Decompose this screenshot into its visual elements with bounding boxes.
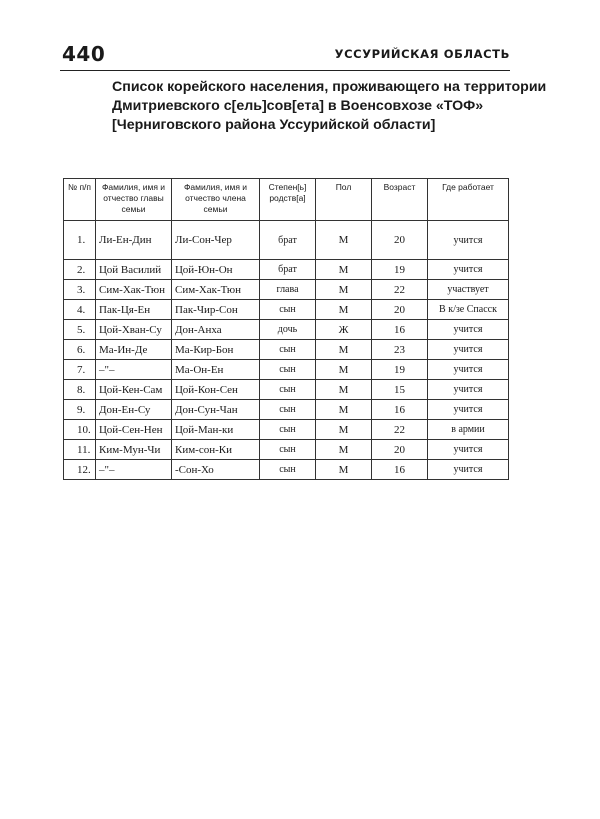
header-age: Возраст [372, 179, 428, 221]
cell-sex: М [316, 400, 372, 420]
cell-age: 16 [372, 400, 428, 420]
cell-relation: сын [260, 440, 316, 460]
cell-family-member: Цой-Юн-Он [172, 260, 260, 280]
cell-family-member: Ма-Кир-Бон [172, 340, 260, 360]
cell-sex: М [316, 280, 372, 300]
cell-head-of-family: Ким-Мун-Чи [96, 440, 172, 460]
cell-sex: М [316, 420, 372, 440]
cell-number: 5. [64, 320, 96, 340]
cell-age: 20 [372, 221, 428, 260]
cell-age: 16 [372, 320, 428, 340]
cell-workplace: учится [428, 340, 509, 360]
document-title [112, 78, 547, 135]
cell-head-of-family: –"– [96, 460, 172, 480]
cell-head-of-family: Пак-Ця-Ен [96, 300, 172, 320]
header-relation: Степен[ь] родств[а] [260, 179, 316, 221]
cell-age: 22 [372, 280, 428, 300]
cell-number: 11. [64, 440, 96, 460]
cell-number: 4. [64, 300, 96, 320]
table-body [64, 221, 509, 480]
table-row [64, 380, 509, 400]
cell-head-of-family: Дон-Ен-Су [96, 400, 172, 420]
cell-number: 9. [64, 400, 96, 420]
cell-sex: М [316, 221, 372, 260]
cell-head-of-family: Цой-Сен-Нен [96, 420, 172, 440]
cell-workplace: учится [428, 400, 509, 420]
cell-age: 15 [372, 380, 428, 400]
running-title: УССУРИЙСКАЯ ОБЛАСТЬ [334, 47, 510, 61]
cell-sex: М [316, 440, 372, 460]
cell-family-member: Пак-Чир-Сон [172, 300, 260, 320]
cell-head-of-family: Цой Василий [96, 260, 172, 280]
cell-relation: сын [260, 400, 316, 420]
cell-workplace: учится [428, 320, 509, 340]
cell-sex: М [316, 340, 372, 360]
cell-sex: М [316, 460, 372, 480]
cell-family-member: Ли-Сон-Чер [172, 221, 260, 260]
table-row [64, 360, 509, 380]
cell-relation: сын [260, 340, 316, 360]
cell-number: 3. [64, 280, 96, 300]
cell-sex: М [316, 300, 372, 320]
cell-age: 16 [372, 460, 428, 480]
cell-number: 1. [64, 221, 96, 260]
table-row [64, 300, 509, 320]
population-table [63, 178, 509, 480]
header-sex: Пол [316, 179, 372, 221]
cell-workplace: учится [428, 440, 509, 460]
table-row [64, 440, 509, 460]
cell-relation: дочь [260, 320, 316, 340]
header-number: № п/п [64, 179, 96, 221]
cell-age: 20 [372, 440, 428, 460]
cell-workplace: В к/зе Спасск [428, 300, 509, 320]
cell-number: 8. [64, 380, 96, 400]
cell-head-of-family: Цой-Хван-Су [96, 320, 172, 340]
cell-relation: брат [260, 221, 316, 260]
cell-family-member: Цой-Кон-Сен [172, 380, 260, 400]
table-row [64, 460, 509, 480]
cell-workplace: учится [428, 360, 509, 380]
cell-head-of-family: –"– [96, 360, 172, 380]
cell-workplace: учится [428, 460, 509, 480]
header-workplace: Где работает [428, 179, 509, 221]
cell-number: 10. [64, 420, 96, 440]
cell-head-of-family: Цой-Кен-Сам [96, 380, 172, 400]
cell-workplace: учится [428, 260, 509, 280]
table-header-row [64, 179, 509, 221]
cell-relation: сын [260, 460, 316, 480]
cell-sex: М [316, 260, 372, 280]
page-number: 440 [62, 42, 106, 66]
cell-family-member: Ма-Он-Ен [172, 360, 260, 380]
cell-head-of-family: Ли-Ен-Дин [96, 221, 172, 260]
cell-workplace: учится [428, 221, 509, 260]
title-line-3: [Черниговского района Уссурийской области] [112, 117, 436, 133]
cell-workplace: в армии [428, 420, 509, 440]
table-row [64, 221, 509, 260]
table-row [64, 400, 509, 420]
cell-family-member: Дон-Сун-Чан [172, 400, 260, 420]
cell-relation: брат [260, 260, 316, 280]
page-header [60, 40, 510, 71]
cell-head-of-family: Сим-Хак-Тюн [96, 280, 172, 300]
table-row [64, 420, 509, 440]
cell-sex: М [316, 380, 372, 400]
cell-family-member: Цой-Ман-ки [172, 420, 260, 440]
cell-sex: Ж [316, 320, 372, 340]
header-family-member: Фамилия, имя и отчество члена семьи [172, 179, 260, 221]
cell-age: 20 [372, 300, 428, 320]
cell-relation: сын [260, 300, 316, 320]
title-line-1: Список корейского населения, проживающего на территории [112, 79, 547, 95]
cell-number: 7. [64, 360, 96, 380]
cell-family-member: Дон-Анха [172, 320, 260, 340]
cell-number: 12. [64, 460, 96, 480]
table-row [64, 340, 509, 360]
table-row [64, 320, 509, 340]
title-line-2: Дмитриевского с[ель]сов[ета] в Военсовхозе «ТОФ» [112, 98, 484, 114]
cell-relation: сын [260, 420, 316, 440]
cell-family-member: Сим-Хак-Тюн [172, 280, 260, 300]
cell-family-member: Ким-сон-Ки [172, 440, 260, 460]
cell-relation: сын [260, 380, 316, 400]
cell-workplace: участвует [428, 280, 509, 300]
cell-workplace: учится [428, 380, 509, 400]
cell-number: 6. [64, 340, 96, 360]
header-head-of-family: Фамилия, имя и отчество главы семьи [96, 179, 172, 221]
cell-relation: сын [260, 360, 316, 380]
cell-family-member: -Сон-Хо [172, 460, 260, 480]
cell-age: 23 [372, 340, 428, 360]
cell-number: 2. [64, 260, 96, 280]
cell-age: 19 [372, 360, 428, 380]
cell-age: 19 [372, 260, 428, 280]
cell-age: 22 [372, 420, 428, 440]
table-row [64, 280, 509, 300]
cell-head-of-family: Ма-Ин-Де [96, 340, 172, 360]
cell-sex: М [316, 360, 372, 380]
cell-relation: глава [260, 280, 316, 300]
table-row [64, 260, 509, 280]
